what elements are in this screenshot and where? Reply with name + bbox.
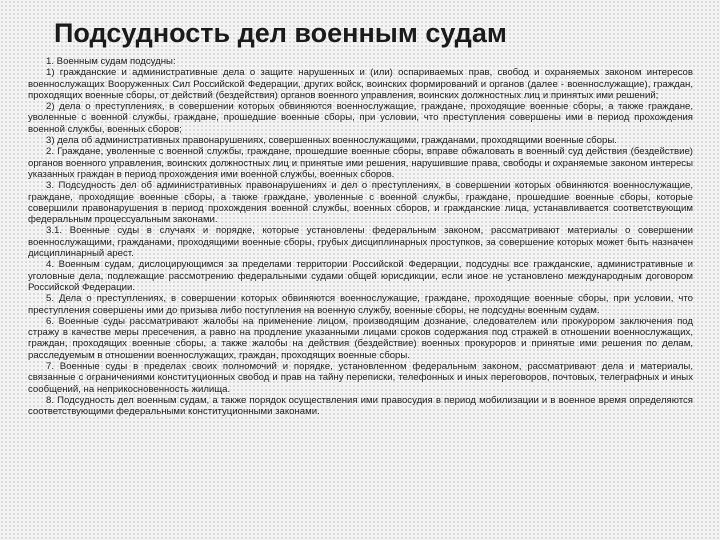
slide-title: Подсудность дел военным судам — [54, 18, 507, 48]
paragraph-6: 6. Военные суды рассматривают жалобы на применение лицом, производящим дознание, следователем или прокурором заключения под стражу в качестве меры пресечения, а равно на продление указанными лицами сроков содержания под стражей в отношении военнослужащих, граждан, проходящих военные сборы, а также жалобы на действия (бездействие) военных прокуроров и принятые ими решения по делам, расследуемым в отношении военнослужащих, граждан, проходящих военные сборы. — [28, 315, 693, 361]
paragraph-7: 7. Военные суды в пределах своих полномочий и порядке, установленном федеральным законом, рассматривают дела и материалы, связанные с ограничениями конституционных свобод и прав на тайну переписки, телефонных и иных переговоров, почтовых, телеграфных и иных сообщений, на неприкосновенность жилища. — [28, 361, 693, 395]
paragraph-1-3: 3) дела об административных правонарушениях, совершенных военнослужащими, гражданами, проходящими военные сборы. — [46, 135, 617, 147]
slide-body — [28, 56, 693, 418]
paragraph-2: 2. Граждане, уволенные с военной службы, граждане, прошедшие военные сборы, вправе обжаловать в военный суд действия (бездействие) органов военного управления, воинских должностных лиц и принятые ими решения, нарушившие права, свободы и охраняемые законом интересы указанных граждан в период прохождения ими военной службы, военных сборов. — [28, 146, 693, 180]
paragraph-1-1: 1) гражданские и административные дела о защите нарушенных и (или) оспариваемых прав, свобод и охраняемых законом интересов военнослужащих Вооруженных Сил Российской Федерации, других войск, воинских формирований и органов (далее - военнослужащие), граждан, проходящих военные сборы, от действий (бездействия) органов военного управления, воинских должностных лиц и принятых ими решений; — [28, 67, 693, 101]
paragraph-3: 3. Подсудность дел об административных правонарушениях и дел о преступлениях, в совершении которых обвиняются военнослужащие, граждане, проходящие военные сборы, а также граждане, уволенные с военной службы, граждане, прошедшие военные сборы, которые совершили правонарушения в период прохождения военной службы, военных сборов, и гражданские лица, устанавливается соответствующим федеральным процессуальным законами. — [28, 180, 693, 226]
paragraph-1-2: 2) дела о преступлениях, в совершении которых обвиняются военнослужащие, граждане, проходящие военные сборы, а также граждане, уволенные с военной службы, граждане, прошедшие военные сборы, при условии, что преступления совершены ими в период прохождения военной службы, военных сборов; — [28, 101, 693, 135]
paragraph-3-1: 3.1. Военные суды в случаях и порядке, которые установлены федеральным законом, рассматривают материалы о совершении военнослужащими, гражданами, проходящими военные сборы, грубых дисциплинарных проступков, за совершение которых может быть назначен дисциплинарный арест. — [28, 225, 693, 260]
paragraph-4: 4. Военным судам, дислоцирующимся за пределами территории Российской Федерации, подсудны все гражданские, административные и уголовные дела, подлежащие рассмотрению федеральными судами общей юрисдикции, если иное не установлено международным договором Российской Федерации. — [28, 259, 693, 293]
paragraph-8: 8. Подсудность дел военным судам, а также порядок осуществления ими правосудия в период мобилизации и в военное время определяются соответствующими федеральными конституционными законами. — [28, 394, 693, 418]
paragraph-5: 5. Дела о преступлениях, в совершении которых обвиняются военнослужащие, граждане, проходящие военные сборы, при условии, что преступления совершены ими до призыва либо поступления на военную службу, военные сборы, не подсудны военным судам. — [28, 293, 693, 316]
paragraph-1: 1. Военным судам подсудны: — [46, 56, 176, 67]
